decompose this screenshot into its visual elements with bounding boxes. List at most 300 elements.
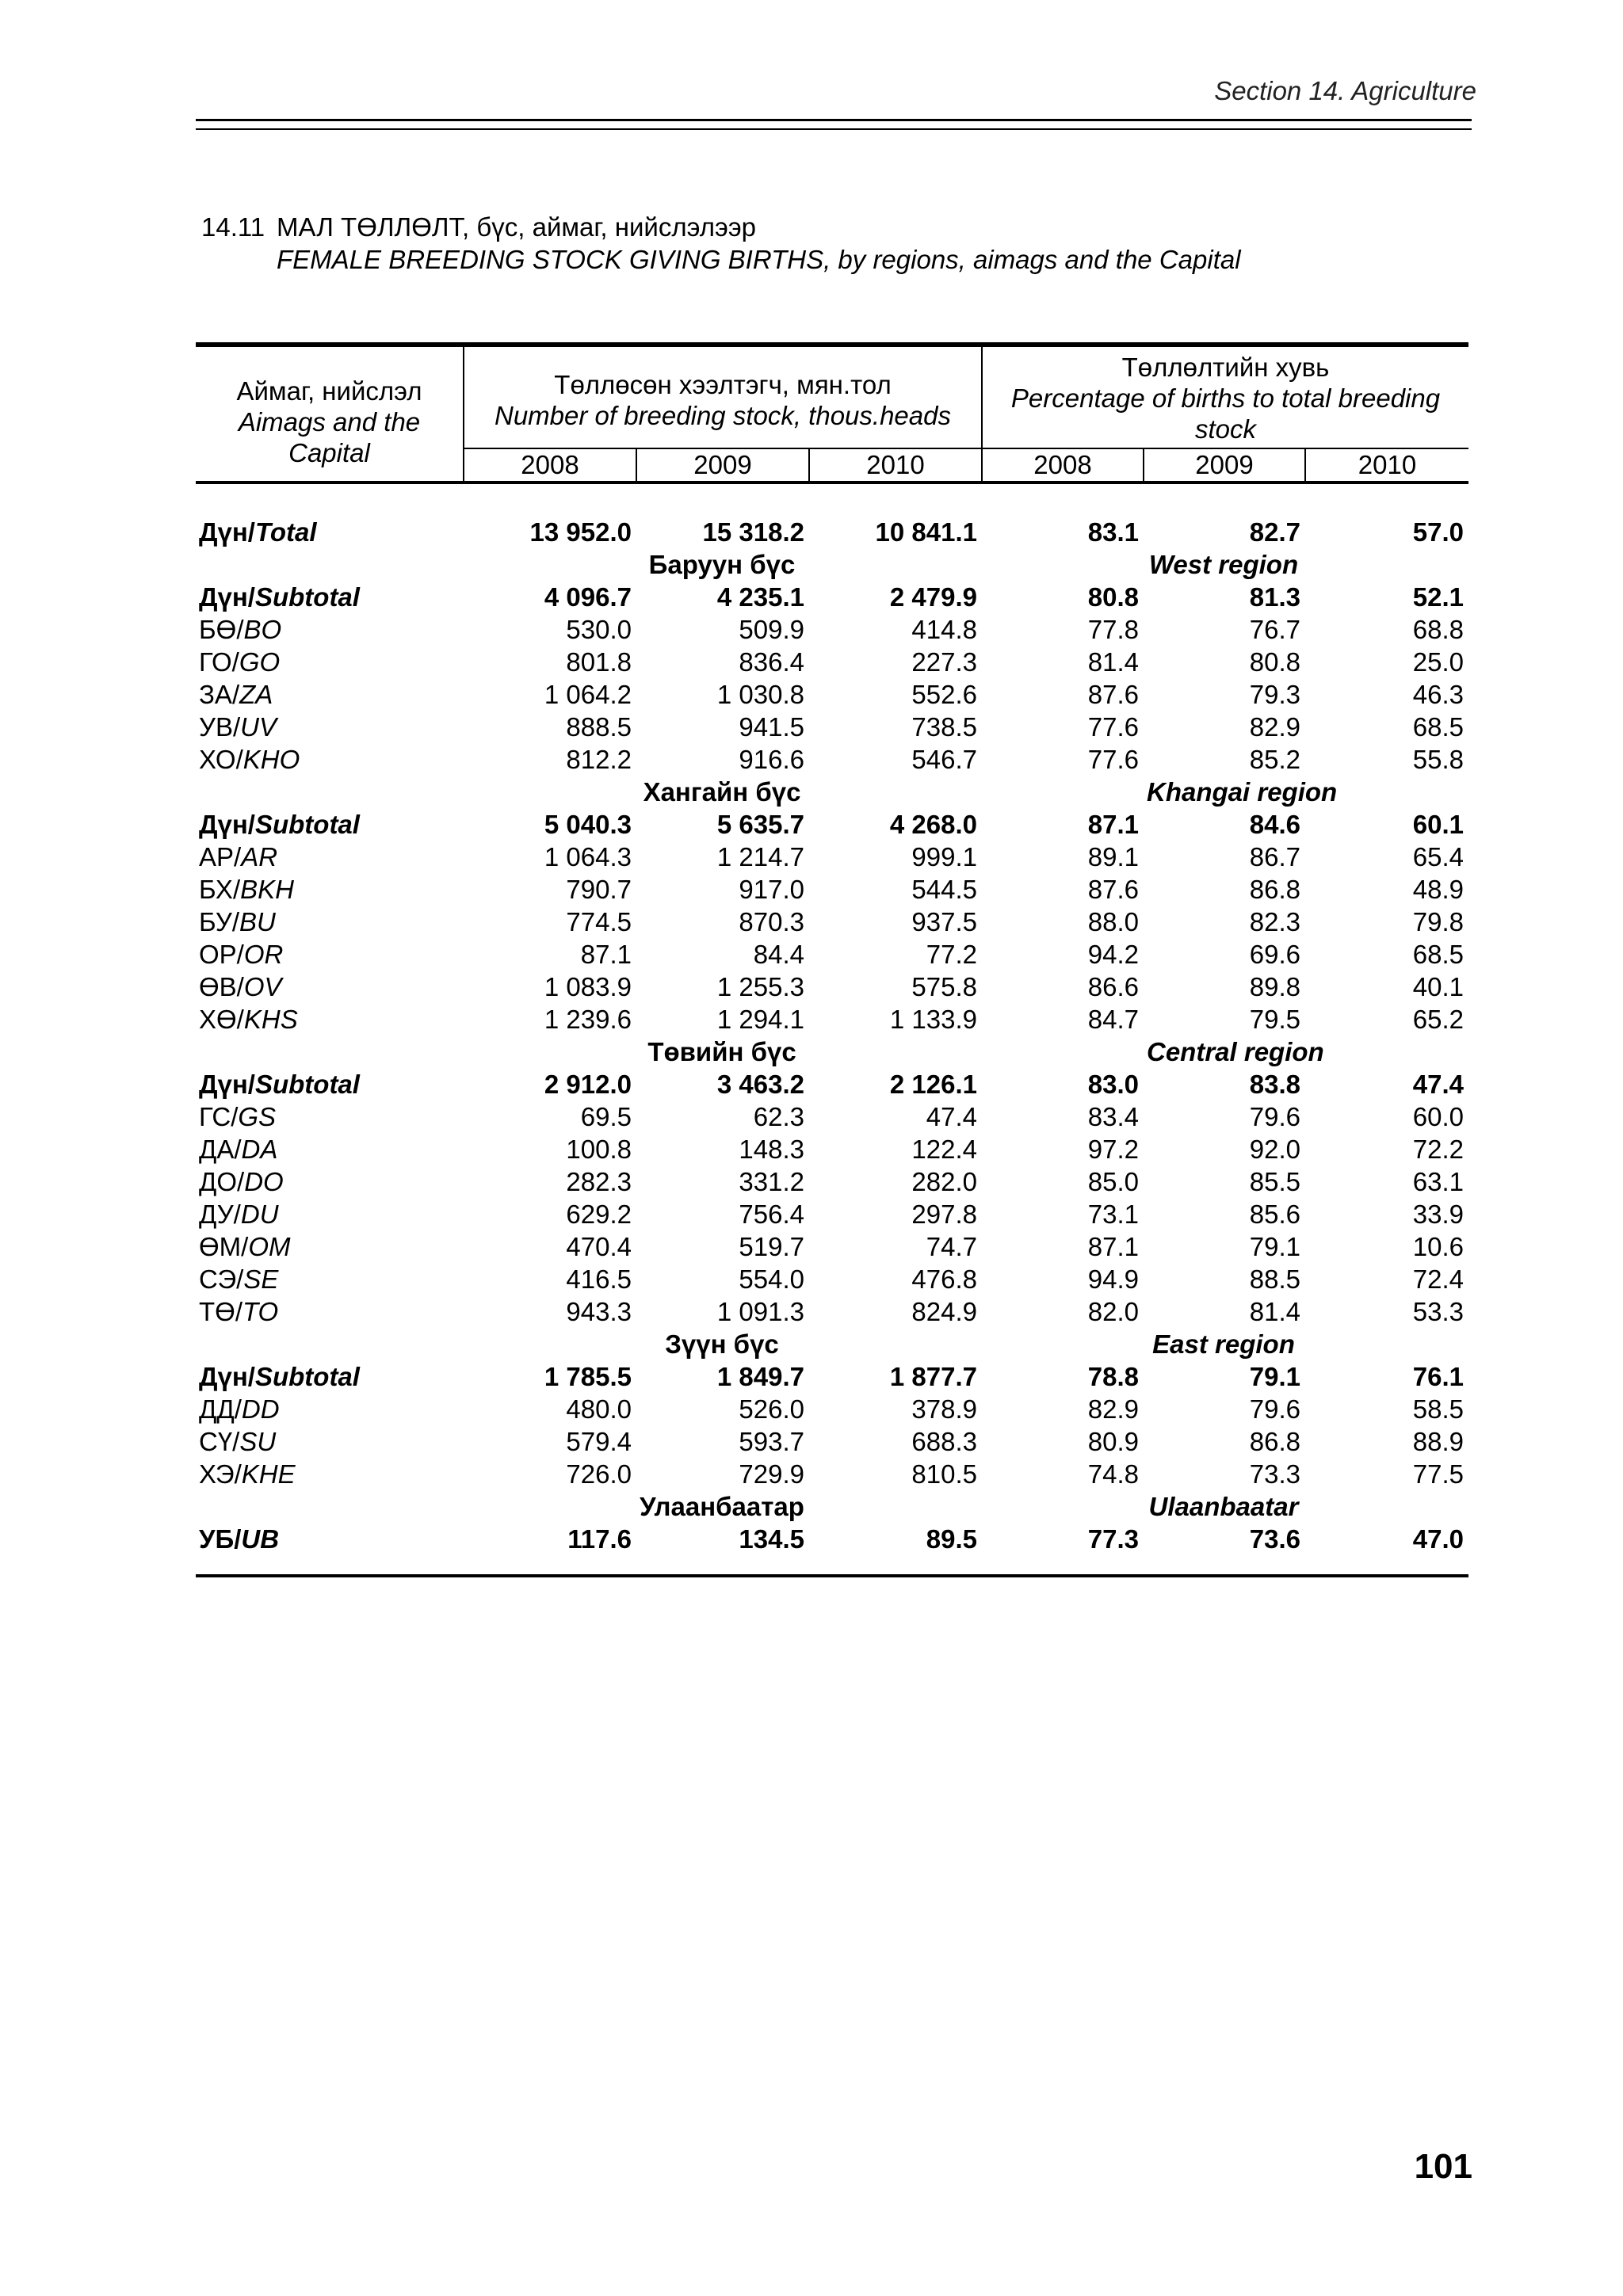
year-header: 2009 [636, 448, 809, 482]
value-cell: 148.3 [739, 1135, 804, 1164]
row-label [196, 516, 464, 548]
value-cell: 2 912.0 [544, 1070, 632, 1099]
row-label [196, 906, 464, 938]
table-row [196, 1230, 1468, 1263]
row-label-en: SE [243, 1264, 279, 1294]
value-cell: 57.0 [1412, 517, 1465, 547]
row-label [196, 938, 464, 971]
empty-cell [982, 1035, 1144, 1068]
value-cell: 87.1 [1087, 810, 1139, 839]
empty-cell [809, 1490, 982, 1523]
value-cell: 47.4 [926, 1102, 977, 1131]
value-cell: 83.4 [1087, 1102, 1139, 1131]
value-cell: 86.8 [1249, 1427, 1300, 1456]
table-row [196, 646, 1468, 678]
value-cell: 378.9 [911, 1394, 977, 1424]
row-label [196, 971, 464, 1003]
header-row-groups [196, 345, 1468, 448]
row-label-en: Subtotal [254, 582, 360, 612]
table-row [196, 678, 1468, 711]
row-label-en: GO [239, 647, 281, 677]
spacer-cell [196, 482, 1468, 516]
header-rule [196, 119, 1472, 121]
row-label [196, 808, 464, 841]
value-cell: 3 463.2 [716, 1070, 804, 1099]
value-cell: 2 126.1 [889, 1070, 977, 1099]
value-cell: 801.8 [566, 647, 632, 677]
row-label [196, 1100, 464, 1133]
row-label-en: GS [238, 1102, 277, 1131]
value-cell: 82.9 [1249, 712, 1300, 742]
value-cell: 836.4 [739, 647, 804, 677]
table-row [196, 873, 1468, 906]
row-label [196, 1393, 464, 1425]
table-row [196, 711, 1468, 743]
value-cell: 79.8 [1412, 907, 1465, 936]
value-cell: 416.5 [566, 1264, 632, 1294]
row-label-en: Subtotal [254, 1070, 360, 1099]
spacer-row [196, 1555, 1468, 1576]
value-cell: 69.5 [580, 1102, 632, 1131]
value-cell: 79.1 [1249, 1362, 1300, 1391]
value-cell: 77.6 [1087, 712, 1139, 742]
row-label-mn: ӨВ/ [199, 972, 244, 1001]
value-cell: 86.8 [1249, 875, 1300, 904]
value-cell: 33.9 [1412, 1199, 1465, 1229]
table-row [196, 1165, 1468, 1198]
value-cell: 4 235.1 [716, 582, 804, 612]
value-cell: 58.5 [1412, 1394, 1465, 1424]
value-cell: 4 268.0 [889, 810, 977, 839]
row-label-mn: Дүн/ [199, 517, 255, 547]
running-head: Section 14. Agriculture [1214, 76, 1476, 105]
value-cell: 282.0 [911, 1167, 977, 1196]
empty-cell [809, 776, 982, 808]
value-cell: 790.7 [566, 875, 632, 904]
value-cell: 77.2 [926, 940, 977, 969]
empty-cell [464, 1328, 636, 1360]
row-label-mn: БӨ/ [199, 615, 244, 644]
row-label [196, 1003, 464, 1035]
empty-cell [196, 776, 464, 808]
value-cell: 282.3 [566, 1167, 632, 1196]
value-cell: 117.6 [567, 1524, 632, 1554]
table-row [196, 1100, 1468, 1133]
value-cell: 77.3 [1087, 1524, 1139, 1554]
stub-header [196, 345, 464, 482]
value-cell: 726.0 [566, 1459, 632, 1489]
value-cell: 917.0 [739, 875, 804, 904]
value-cell: 579.4 [566, 1427, 632, 1456]
value-cell: 80.8 [1087, 582, 1139, 612]
table-row [196, 743, 1468, 776]
row-label-en: Total [254, 517, 317, 547]
row-label [196, 678, 464, 711]
value-cell: 85.5 [1249, 1167, 1300, 1196]
region-name-en: Ulaanbaatar [1148, 1492, 1299, 1521]
value-cell: 414.8 [911, 615, 977, 644]
value-cell: 552.6 [911, 680, 977, 709]
row-label [196, 581, 464, 613]
value-cell: 1 083.9 [544, 972, 632, 1001]
row-label-en: Subtotal [254, 1362, 360, 1391]
value-cell: 74.7 [926, 1232, 977, 1261]
table-row [196, 1458, 1468, 1490]
value-cell: 86.7 [1249, 842, 1300, 871]
value-cell: 47.0 [1412, 1524, 1465, 1554]
value-cell: 575.8 [911, 972, 977, 1001]
value-cell: 331.2 [739, 1167, 804, 1196]
value-cell: 97.2 [1087, 1135, 1139, 1164]
table-row [196, 1003, 1468, 1035]
row-label [196, 1198, 464, 1230]
value-cell: 470.4 [566, 1232, 632, 1261]
row-label-mn: Дүн/ [199, 810, 255, 839]
region-name-en: Central region [1147, 1037, 1324, 1066]
row-label-mn: ОР/ [199, 940, 244, 969]
region-heading-row [196, 548, 1468, 581]
region-heading-row [196, 1035, 1468, 1068]
stub-header-mn: Аймаг, нийслэл [236, 376, 422, 406]
value-cell: 73.1 [1087, 1199, 1139, 1229]
title-mn-text: МАЛ ТӨЛЛӨЛТ, бүс, аймаг, нийслэлээр [277, 212, 757, 242]
year-header: 2010 [809, 448, 982, 482]
table-title-mongolian [201, 212, 756, 242]
value-cell: 480.0 [566, 1394, 632, 1424]
value-cell: 88.9 [1412, 1427, 1465, 1456]
value-cell: 89.8 [1249, 972, 1300, 1001]
value-cell: 1 877.7 [889, 1362, 977, 1391]
value-cell: 80.8 [1249, 647, 1300, 677]
value-cell: 77.5 [1412, 1459, 1465, 1489]
row-label-mn: СЭ/ [199, 1264, 244, 1294]
region-name-mn: Баруун бүс [648, 550, 796, 579]
row-label-en: DD [241, 1394, 280, 1424]
value-cell: 78.8 [1087, 1362, 1139, 1391]
value-cell: 530.0 [566, 615, 632, 644]
row-label-mn: ХО/ [199, 745, 243, 774]
table-row [196, 1295, 1468, 1328]
group2-en: Percentage of births to total breeding stock [1010, 383, 1441, 444]
value-cell: 1 849.7 [716, 1362, 804, 1391]
value-cell: 544.5 [911, 875, 977, 904]
row-label [196, 646, 464, 678]
group2-mn: Төллөлтийн хувь [1121, 353, 1330, 382]
table-row [196, 1263, 1468, 1295]
group1-mn: Төллөсөн хээлтэгч, мян.тол [554, 369, 892, 399]
row-label-mn: АР/ [199, 842, 242, 871]
row-label-mn: ГС/ [199, 1102, 239, 1131]
value-cell: 519.7 [739, 1232, 804, 1261]
row-label-mn: УБ/ [199, 1524, 242, 1554]
value-cell: 774.5 [566, 907, 632, 936]
empty-cell [1305, 1328, 1468, 1360]
value-cell: 1 214.7 [716, 842, 804, 871]
value-cell: 756.4 [739, 1199, 804, 1229]
value-cell: 810.5 [911, 1459, 977, 1489]
row-label-mn: ЗА/ [199, 680, 240, 709]
value-cell: 72.2 [1412, 1135, 1465, 1164]
table-row [196, 1393, 1468, 1425]
value-cell: 85.0 [1087, 1167, 1139, 1196]
value-cell: 476.8 [911, 1264, 977, 1294]
value-cell: 76.7 [1249, 615, 1300, 644]
value-cell: 526.0 [739, 1394, 804, 1424]
value-cell: 25.0 [1412, 647, 1465, 677]
value-cell: 509.9 [739, 615, 804, 644]
row-label [196, 613, 464, 646]
table-row [196, 1198, 1468, 1230]
region-name-mn: Зүүн бүс [665, 1329, 779, 1359]
region-name-en: West region [1148, 550, 1299, 579]
value-cell: 554.0 [739, 1264, 804, 1294]
row-label-mn: ГО/ [199, 647, 239, 677]
subtotal-row [196, 1068, 1468, 1100]
region-name-mn: Хангайн бүс [643, 777, 801, 807]
subtotal-row [196, 1360, 1468, 1393]
value-cell: 94.2 [1087, 940, 1139, 969]
empty-cell [809, 1328, 982, 1360]
row-label-mn: Дүн/ [199, 1362, 255, 1391]
value-cell: 4 096.7 [544, 582, 632, 612]
row-label-en: KHO [242, 745, 300, 774]
row-label-en: BO [243, 615, 282, 644]
value-cell: 87.1 [1087, 1232, 1139, 1261]
row-label-en: OM [248, 1232, 291, 1261]
year-header: 2009 [1144, 448, 1305, 482]
value-cell: 593.7 [739, 1427, 804, 1456]
row-label-mn: ДО/ [199, 1167, 245, 1196]
row-label-mn: ДУ/ [199, 1199, 241, 1229]
value-cell: 77.8 [1087, 615, 1139, 644]
value-cell: 79.1 [1249, 1232, 1300, 1261]
row-label [196, 1230, 464, 1263]
value-cell: 40.1 [1412, 972, 1465, 1001]
row-label-en: DO [244, 1167, 284, 1196]
value-cell: 52.1 [1412, 582, 1465, 612]
region-name-en: East region [1152, 1329, 1295, 1359]
value-cell: 74.8 [1087, 1459, 1139, 1489]
value-cell: 1 091.3 [716, 1297, 804, 1326]
row-label-en: ZA [239, 680, 273, 709]
value-cell: 812.2 [566, 745, 632, 774]
value-cell: 999.1 [911, 842, 977, 871]
row-label-en: TO [242, 1297, 279, 1326]
value-cell: 122.4 [911, 1135, 977, 1164]
value-cell: 5 040.3 [544, 810, 632, 839]
empty-cell [1305, 1490, 1468, 1523]
row-label-mn: Дүн/ [199, 1070, 255, 1099]
value-cell: 738.5 [911, 712, 977, 742]
value-cell: 68.8 [1412, 615, 1465, 644]
value-cell: 83.1 [1087, 517, 1139, 547]
empty-cell [464, 1490, 636, 1523]
value-cell: 1 133.9 [889, 1005, 977, 1034]
value-cell: 937.5 [911, 907, 977, 936]
value-cell: 79.6 [1249, 1394, 1300, 1424]
value-cell: 89.1 [1087, 842, 1139, 871]
value-cell: 5 635.7 [716, 810, 804, 839]
value-cell: 68.5 [1412, 940, 1465, 969]
empty-cell [982, 1490, 1144, 1523]
row-label [196, 1295, 464, 1328]
value-cell: 65.4 [1412, 842, 1465, 871]
row-label [196, 1263, 464, 1295]
value-cell: 76.1 [1412, 1362, 1465, 1391]
row-label-en: DA [241, 1135, 278, 1164]
group1-en: Number of breeding stock, thous.heads [494, 400, 951, 430]
value-cell: 81.4 [1087, 647, 1139, 677]
empty-cell [196, 1035, 464, 1068]
value-cell: 53.3 [1412, 1297, 1465, 1326]
row-label [196, 1360, 464, 1393]
region-name-mn: Төвийн бүс [647, 1037, 796, 1066]
row-label-mn: ХЭ/ [199, 1459, 242, 1489]
region-name-en: Khangai region [1147, 777, 1338, 807]
subtotal-row [196, 808, 1468, 841]
value-cell: 100.8 [566, 1135, 632, 1164]
empty-cell [982, 548, 1144, 581]
value-cell: 65.2 [1412, 1005, 1465, 1034]
value-cell: 227.3 [911, 647, 977, 677]
value-cell: 824.9 [911, 1297, 977, 1326]
value-cell: 870.3 [739, 907, 804, 936]
table-title-english: FEMALE BREEDING STOCK GIVING BIRTHS, by regions, aimags and the Capital [277, 245, 1241, 274]
value-cell: 84.4 [753, 940, 804, 969]
row-label [196, 1133, 464, 1165]
table-body [196, 482, 1468, 1576]
row-label-mn: БХ/ [199, 875, 241, 904]
subtotal-row [196, 581, 1468, 613]
row-label [196, 1425, 464, 1458]
value-cell: 941.5 [739, 712, 804, 742]
year-header: 2008 [464, 448, 636, 482]
value-cell: 1 785.5 [544, 1362, 632, 1391]
value-cell: 729.9 [739, 1459, 804, 1489]
table-row [196, 1425, 1468, 1458]
row-label-en: AR [241, 842, 278, 871]
row-label [196, 841, 464, 873]
row-label-mn: ДД/ [199, 1394, 242, 1424]
empty-cell [196, 548, 464, 581]
row-label [196, 1523, 464, 1555]
row-label-mn: ДА/ [199, 1135, 242, 1164]
total-row [196, 516, 1468, 548]
value-cell: 46.3 [1412, 680, 1465, 709]
value-cell: 82.9 [1087, 1394, 1139, 1424]
value-cell: 2 479.9 [889, 582, 977, 612]
row-label-mn: БУ/ [199, 907, 240, 936]
value-cell: 94.9 [1087, 1264, 1139, 1294]
value-cell: 69.6 [1249, 940, 1300, 969]
row-label-mn: ӨМ/ [199, 1232, 249, 1261]
value-cell: 134.5 [739, 1524, 804, 1554]
year-header: 2008 [982, 448, 1144, 482]
region-heading-row [196, 1328, 1468, 1360]
row-label-en: OR [243, 940, 284, 969]
row-label-mn: УВ/ [199, 712, 241, 742]
value-cell: 72.4 [1412, 1264, 1465, 1294]
empty-cell [464, 548, 636, 581]
empty-cell [196, 1490, 464, 1523]
empty-cell [464, 1035, 636, 1068]
table-row [196, 841, 1468, 873]
empty-cell [1305, 1035, 1468, 1068]
table-row [196, 971, 1468, 1003]
value-cell: 79.5 [1249, 1005, 1300, 1034]
value-cell: 85.2 [1249, 745, 1300, 774]
value-cell: 77.6 [1087, 745, 1139, 774]
value-cell: 1 239.6 [544, 1005, 632, 1034]
empty-cell [1305, 548, 1468, 581]
value-cell: 82.0 [1087, 1297, 1139, 1326]
value-cell: 888.5 [566, 712, 632, 742]
value-cell: 1 064.2 [544, 680, 632, 709]
row-label-en: BU [239, 907, 276, 936]
value-cell: 81.4 [1249, 1297, 1300, 1326]
stub-header-en: Aimags and the Capital [238, 407, 421, 467]
value-cell: 73.6 [1249, 1524, 1300, 1554]
value-cell: 297.8 [911, 1199, 977, 1229]
value-cell: 68.5 [1412, 712, 1465, 742]
row-label-mn: ХӨ/ [199, 1005, 244, 1034]
row-label [196, 1068, 464, 1100]
value-cell: 82.7 [1249, 517, 1300, 547]
row-label-en: OV [243, 972, 282, 1001]
header-rule-secondary [196, 128, 1472, 130]
value-cell: 79.6 [1249, 1102, 1300, 1131]
value-cell: 47.4 [1412, 1070, 1465, 1099]
value-cell: 1 030.8 [716, 680, 804, 709]
value-cell: 60.1 [1412, 810, 1465, 839]
value-cell: 87.6 [1087, 680, 1139, 709]
row-label-mn: СҮ/ [199, 1427, 240, 1456]
row-label [196, 1165, 464, 1198]
value-cell: 62.3 [753, 1102, 804, 1131]
spacer-row [196, 482, 1468, 516]
row-label [196, 873, 464, 906]
row-label-en: SU [239, 1427, 277, 1456]
table-row [196, 1133, 1468, 1165]
empty-cell [982, 776, 1144, 808]
value-cell: 82.3 [1249, 907, 1300, 936]
row-label [196, 1458, 464, 1490]
region-heading-row [196, 776, 1468, 808]
value-cell: 1 294.1 [716, 1005, 804, 1034]
region-heading-row [196, 1490, 1468, 1523]
row-label-en: KHE [241, 1459, 296, 1489]
value-cell: 15 318.2 [702, 517, 804, 547]
value-cell: 83.0 [1087, 1070, 1139, 1099]
value-cell: 89.5 [926, 1524, 977, 1554]
row-label-en: BKH [240, 875, 294, 904]
row-label-en: DU [240, 1199, 279, 1229]
value-cell: 80.9 [1087, 1427, 1139, 1456]
row-label-mn: ТӨ/ [199, 1297, 242, 1326]
value-cell: 81.3 [1249, 582, 1300, 612]
row-label [196, 711, 464, 743]
table-row [196, 613, 1468, 646]
value-cell: 86.6 [1087, 972, 1139, 1001]
value-cell: 88.0 [1087, 907, 1139, 936]
row-label-en: KHS [243, 1005, 298, 1034]
value-cell: 84.7 [1087, 1005, 1139, 1034]
row-label-en: UB [241, 1524, 280, 1554]
value-cell: 916.6 [739, 745, 804, 774]
group-header-percentage [982, 345, 1468, 448]
value-cell: 79.3 [1249, 680, 1300, 709]
value-cell: 63.1 [1412, 1167, 1465, 1196]
